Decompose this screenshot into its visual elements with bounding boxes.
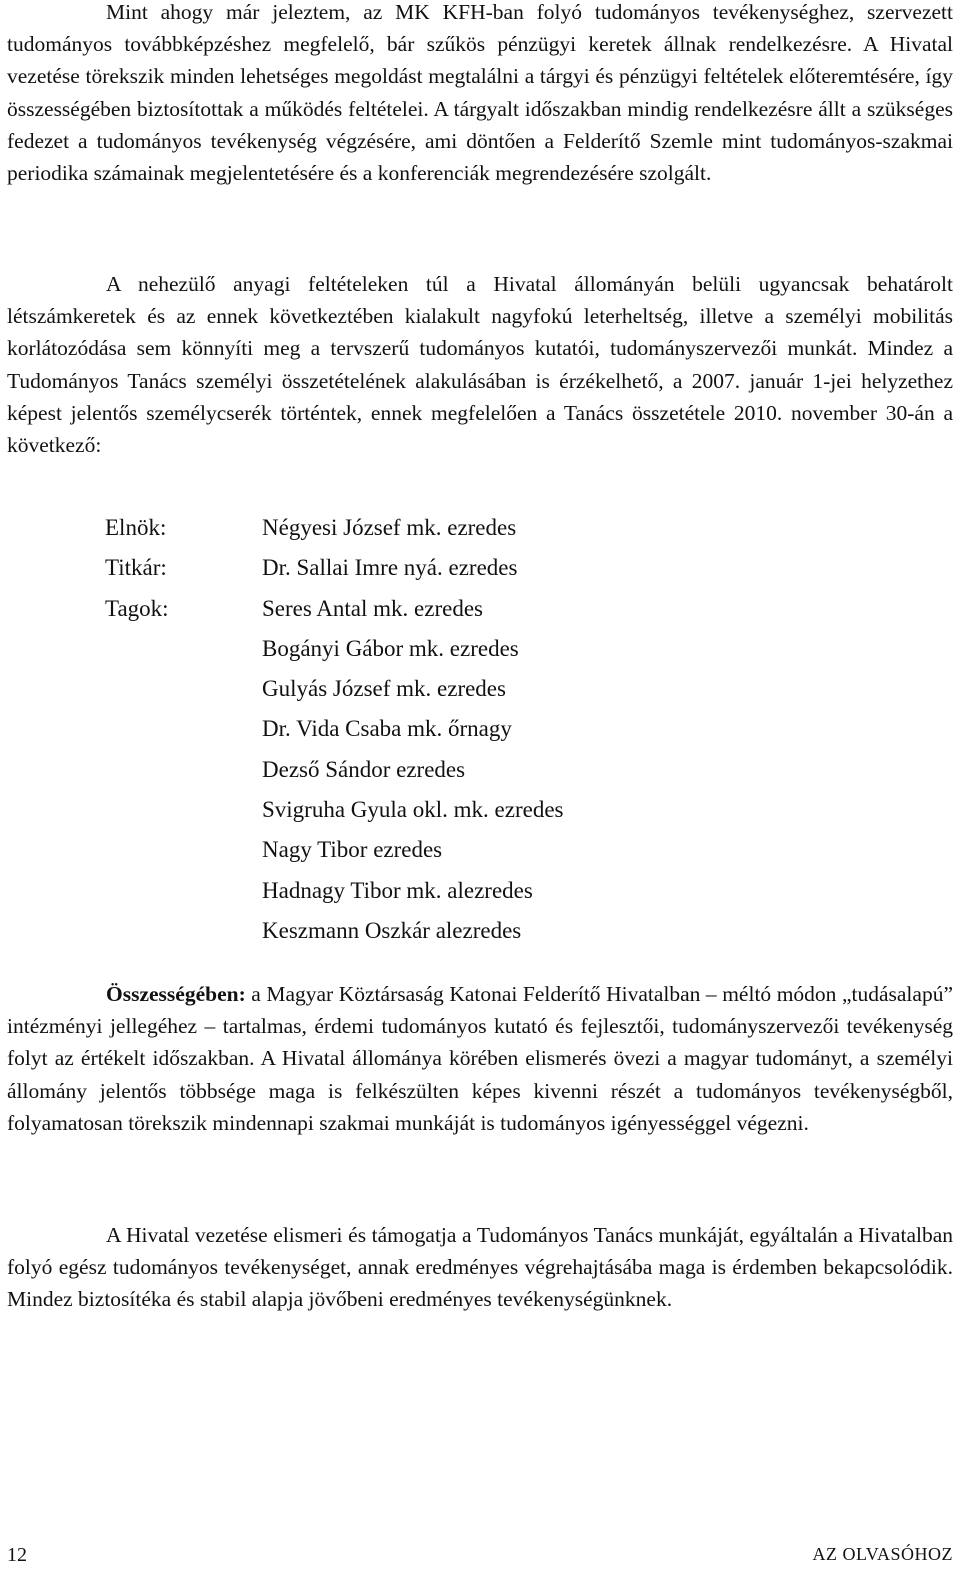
paragraph-funding: Mint ahogy már jeleztem, az MK KFH-ban folyó tudományos tevékenységhez, szervezett tudományos továbbképzéshez megfelelő, bár szűkös pénzügyi keretek állnak rendelkezésre. A Hivatal vezetése törekszik minden lehetséges megoldást megtalálni a tárgyi és pénzügyi feltételek előteremtésére, így összességében biztosítottak a működés feltételei. A tárgyalt időszakban mindig rendelkezésre állt a szükséges fedezet a tudományos tevékenység végzésére, ami döntően a Felderítő Szemle mint tudományos-szakmai periodika számainak megjelentetésére és a konferenciák megrendezésére szolgált. — [7, 0, 953, 186]
summary-lead-in: Összességében: — [106, 982, 246, 1006]
council-member-name: Bogányi Gábor mk. ezredes — [262, 635, 519, 661]
council-member-list — [105, 508, 805, 951]
council-row — [105, 508, 805, 548]
council-row — [105, 548, 805, 588]
council-member-name: Hadnagy Tibor mk. alezredes — [262, 877, 533, 903]
council-member-name: Dr. Vida Csaba mk. őrnagy — [262, 716, 512, 742]
council-role — [105, 669, 262, 709]
council-row — [105, 709, 805, 749]
page-footer — [0, 1540, 960, 1571]
council-role — [105, 750, 262, 790]
council-member-name: Négyesi József mk. ezredes — [262, 515, 517, 540]
paragraph-staffing: A nehezülő anyagi feltételeken túl a Hivatal állományán belüli ugyancsak behatárolt létszámkeretek és az ennek következtében kialakult nagyfokú leterheltség, illetve a személyi mobilitás korlátozódása sem könnyíti meg a tervszerű tudományos kutatói, tudományszervezői munkát. Mindez a Tudományos Tanács személyi összetételének alakulásában is érzékelhető, a 2007. január 1-jei helyzethez képest jelentős személycserék történtek, ennek megfelelően a Tanács összetétele 2010. november 30-án a következő: — [7, 272, 953, 458]
council-row — [105, 750, 805, 790]
council-role — [105, 830, 262, 870]
council-role: Titkár: — [105, 555, 167, 581]
council-row — [105, 589, 805, 629]
page-number: 12 — [7, 1544, 27, 1566]
council-role — [105, 790, 262, 830]
council-row — [105, 911, 805, 951]
council-row — [105, 830, 805, 870]
council-member-name: Gulyás József mk. ezredes — [262, 676, 506, 702]
council-row — [105, 790, 805, 830]
council-row — [105, 629, 805, 669]
paragraph-closing: A Hivatal vezetése elismeri és támogatja a Tudományos Tanács munkáját, egyáltalán a Hivatalban folyó egész tudományos tevékenységet, annak eredményes végrehajtásába maga is érdemben bekapcsolódik. Mindez biztosítéka és stabil alapja jövőbeni eredményes tevékenységünknek. — [7, 1223, 953, 1312]
council-member-name: Nagy Tibor ezredes — [262, 837, 443, 863]
summary-text: a Magyar Köztársaság Katonai Felderítő Hivatalban – méltó módon „tudásalapú” intézményi jellegéhez – tartalmas, érdemi tudományos kutató és fejlesztői, tudományszervezői tevékenység folyt az értékelt időszakban. A Hivatal állománya körében elismerés övezi a magyar tudományt, a személyi állomány jelentős többsége maga is felkészülten képes kivenni részét a tudományos tevékenységből, folyamatosan törekszik mindennapi szakmai munkáját is tudományos igényességgel végezni. — [7, 982, 953, 1135]
paragraph-summary — [7, 978, 953, 1139]
council-member-name: Seres Antal mk. ezredes — [262, 595, 483, 621]
council-role: Elnök: — [105, 515, 167, 540]
council-role — [105, 911, 262, 951]
council-member-name: Dr. Sallai Imre nyá. ezredes — [262, 555, 518, 581]
council-row — [105, 871, 805, 911]
council-role — [105, 629, 262, 669]
council-member-name: Keszmann Oszkár alezredes — [262, 917, 522, 943]
council-role — [105, 709, 262, 749]
council-role: Tagok: — [105, 595, 169, 621]
council-member-name: Svigruha Gyula okl. mk. ezredes — [262, 797, 564, 823]
council-role — [105, 871, 262, 911]
council-member-name: Dezső Sándor ezredes — [262, 756, 466, 782]
running-title: AZ OLVASÓHOZ — [812, 1544, 953, 1564]
council-row — [105, 669, 805, 709]
